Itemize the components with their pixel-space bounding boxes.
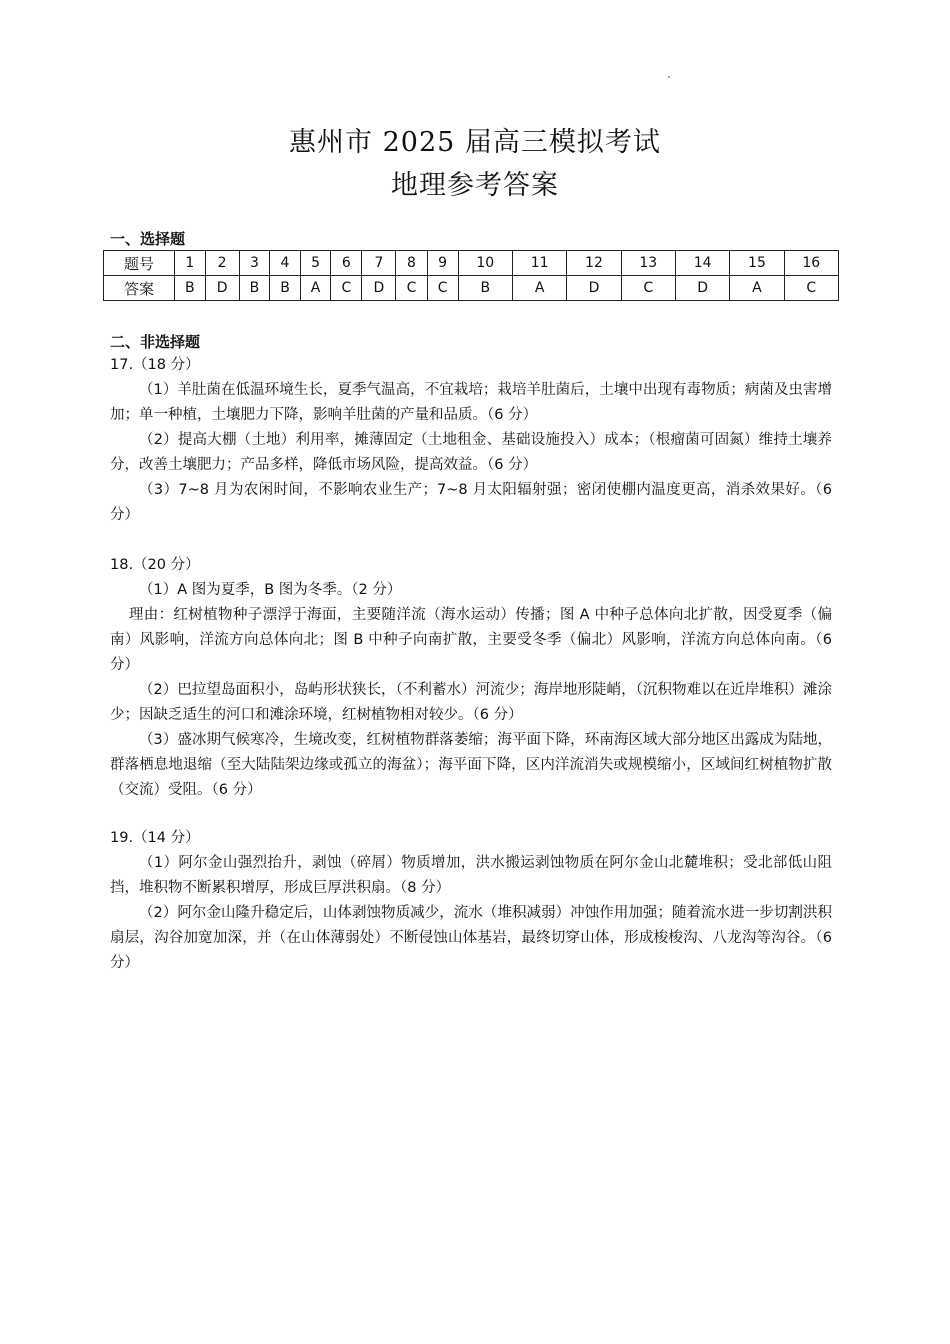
page-subtitle: 地理参考答案 — [391, 170, 559, 201]
question-18-answer-2: （2）巴拉望岛面积小，岛屿形状狭长，（不利蓄水）河流少；海岸地形陡峭，（沉积物难以在近岸堆积）滩涂少；因缺乏适生的河口和滩涂环境，红树植物相对较少。（6 分） — [110, 682, 832, 723]
answer-cell: C — [784, 276, 838, 301]
question-18-answer-3: （3）盛冰期气候寒冷，生境改变，红树植物群落萎缩；海平面下降，环南海区域大部分地区出露成为陆地，群落栖息地退缩（至大陆陆架边缘或孤立的海盆）；海平面下降，区内洋流消失或规模缩小，区域间红树植物扩散（交流）受阻。（6 分） — [110, 732, 832, 798]
answer-cell: B — [270, 276, 301, 301]
question-17-answer-3: （3）7~8 月为农闲时间，不影响农业生产；7~8 月太阳辐射强；密闭使棚内温度更高，消杀效果好。（6 分） — [110, 482, 832, 523]
answer-cell: B — [239, 276, 270, 301]
answer-cell: D — [675, 276, 729, 301]
page-title: 惠州市 2025 届高三模拟考试 — [289, 127, 661, 158]
answer-cell: C — [396, 276, 427, 301]
question-17-answer-1: （1）羊肚菌在低温环境生长，夏季气温高，不宜栽培；栽培羊肚菌后，土壤中出现有毒物质；病菌及虫害增加；单一种植，土壤肥力下降，影响羊肚菌的产量和品质。（6 分） — [110, 382, 832, 423]
question-19-answer-2: （2）阿尔金山隆升稳定后，山体剥蚀物质减少，流水（堆积减弱）冲蚀作用加强；随着流水进一步切割洪积扇层，沟谷加宽加深，并（在山体薄弱处）不断侵蚀山体基岩，最终切穿山体，形成梭梭沟、八龙沟等沟谷。（6 分） — [110, 905, 832, 971]
scan-speck — [668, 76, 670, 78]
question-number: 2 — [205, 251, 239, 276]
row-label-numbers: 题号 — [104, 251, 175, 276]
answer-cell: B — [175, 276, 206, 301]
question-number: 5 — [300, 251, 331, 276]
question-18-block — [110, 553, 832, 803]
question-number: 1 — [175, 251, 206, 276]
question-number: 12 — [567, 251, 621, 276]
question-18-answer-1: （1）A 图为夏季，B 图为冬季。（2 分） — [139, 582, 402, 598]
answer-cell: C — [331, 276, 362, 301]
question-number: 4 — [270, 251, 301, 276]
question-number: 3 — [239, 251, 270, 276]
question-19-heading: 19.（14 分） — [110, 830, 200, 846]
answer-cell: B — [458, 276, 512, 301]
section-multiple-choice-heading: 一、选择题 — [110, 230, 186, 248]
question-number: 15 — [730, 251, 784, 276]
answer-cell: A — [730, 276, 784, 301]
question-number: 8 — [396, 251, 427, 276]
answer-cell: D — [205, 276, 239, 301]
question-number: 16 — [784, 251, 838, 276]
answer-cell: A — [300, 276, 331, 301]
answer-cell: D — [362, 276, 396, 301]
answer-cell: D — [567, 276, 621, 301]
question-18-heading: 18.（20 分） — [110, 557, 200, 573]
question-number: 14 — [675, 251, 729, 276]
question-number: 11 — [512, 251, 566, 276]
question-17-heading: 17.（18 分） — [110, 357, 200, 373]
answer-table — [103, 250, 839, 301]
question-number: 6 — [331, 251, 362, 276]
section-open-questions-heading: 二、非选择题 — [110, 333, 201, 351]
answer-cell: C — [621, 276, 675, 301]
question-number: 13 — [621, 251, 675, 276]
answer-row — [104, 276, 839, 301]
question-19-answer-1: （1）阿尔金山强烈抬升，剥蚀（碎屑）物质增加，洪水搬运剥蚀物质在阿尔金山北麓堆积；受北部低山阻挡，堆积物不断累积增厚，形成巨厚洪积扇。（8 分） — [110, 855, 832, 896]
row-label-answers: 答案 — [104, 276, 175, 301]
question-number-row — [104, 251, 839, 276]
question-19-block — [110, 826, 832, 976]
question-number: 7 — [362, 251, 396, 276]
question-number: 10 — [458, 251, 512, 276]
question-17-answer-2: （2）提高大棚（土地）利用率，摊薄固定（土地租金、基础设施投入）成本；（根瘤菌可固氮）维持土壤养分，改善土壤肥力；产品多样，降低市场风险，提高效益。（6 分） — [110, 432, 832, 473]
question-number: 9 — [427, 251, 458, 276]
question-18-reason: 理由：红树植物种子漂浮于海面，主要随洋流（海水运动）传播；图 A 中种子总体向北扩散，因受夏季（偏南）风影响，洋流方向总体向北；图 B 中种子向南扩散，主要受冬季（偏北）风影响，洋流方向总体向南。（6 分） — [110, 607, 832, 673]
answer-cell: C — [427, 276, 458, 301]
answer-cell: A — [512, 276, 566, 301]
question-17-block — [110, 353, 832, 528]
